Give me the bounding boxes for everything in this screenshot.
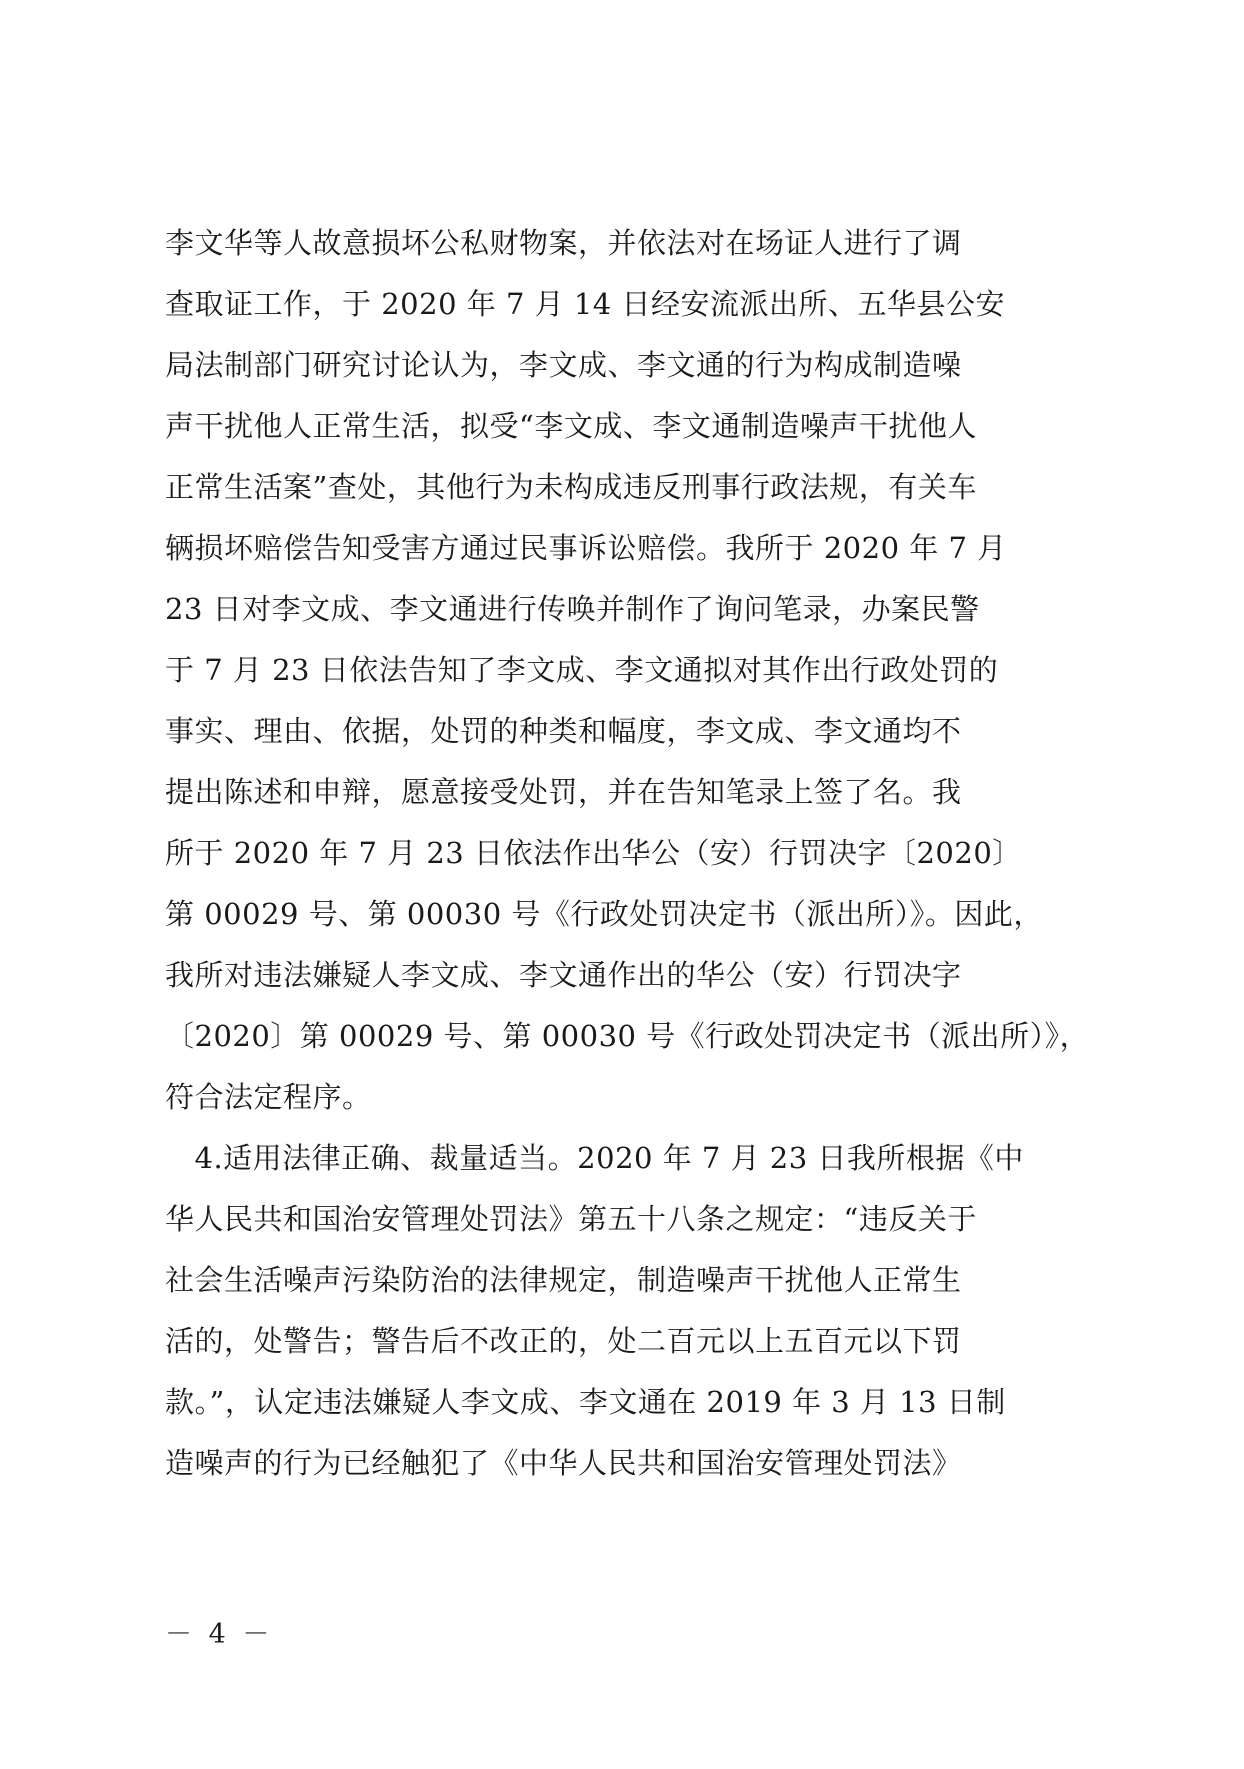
text-line: 查取证工作，于 2020 年 7 月 14 日经安流派出所、五华县公安: [165, 287, 1005, 321]
text-line: 活的，处警告；警告后不改正的，处二百元以上五百元以下罚: [165, 1324, 962, 1358]
text-line: 华人民共和国治安管理处罚法》第五十八条之规定：“违反关于: [165, 1202, 977, 1236]
text-line: 李文华等人故意损坏公私财物案，并依法对在场证人进行了调: [165, 226, 962, 260]
text-line: 声干扰他人正常生活，拟受“李文成、李文通制造噪声干扰他人: [165, 409, 977, 443]
text-line: 符合法定程序。: [165, 1080, 372, 1114]
text-line: 4.适用法律正确、裁量适当。2020 年 7 月 23 日我所根据《中: [165, 1141, 1024, 1175]
text-line: 第 00029 号、第 00030 号《行政处罚决定书（派出所）》。因此，: [165, 897, 1043, 931]
text-line: 〔2020〕第 00029 号、第 00030 号《行政处罚决定书（派出所）》，: [165, 1019, 1090, 1053]
text-line: 造噪声的行为已经触犯了《中华人民共和国治安管理处罚法》: [165, 1446, 962, 1480]
text-line: 款。”，认定违法嫌疑人李文成、李文通在 2019 年 3 月 13 日制: [165, 1385, 1006, 1419]
text-line: 23 日对李文成、李文通进行传唤并制作了询问笔录，办案民警: [165, 592, 980, 626]
text-line: 正常生活案”查处，其他行为未构成违反刑事行政法规，有关车: [165, 470, 977, 504]
text-line: 所于 2020 年 7 月 23 日依法作出华公（安）行罚决字〔2020〕: [165, 836, 1022, 870]
page-number: － 4 －: [165, 1619, 274, 1650]
text-line: 于 7 月 23 日依法告知了李文成、李文通拟对其作出行政处罚的: [165, 653, 999, 687]
text-line: 事实、理由、依据，处罚的种类和幅度，李文成、李文通均不: [165, 714, 962, 748]
text-line: 社会生活噪声污染防治的法律规定，制造噪声干扰他人正常生: [165, 1263, 962, 1297]
text-line: 提出陈述和申辩，愿意接受处罚，并在告知笔录上签了名。我: [165, 775, 962, 809]
text-line: 我所对违法嫌疑人李文成、李文通作出的华公（安）行罚决字: [165, 958, 962, 992]
text-line: 局法制部门研究讨论认为，李文成、李文通的行为构成制造噪: [165, 348, 962, 382]
text-line: 辆损坏赔偿告知受害方通过民事诉讼赔偿。我所于 2020 年 7 月: [165, 531, 1007, 565]
